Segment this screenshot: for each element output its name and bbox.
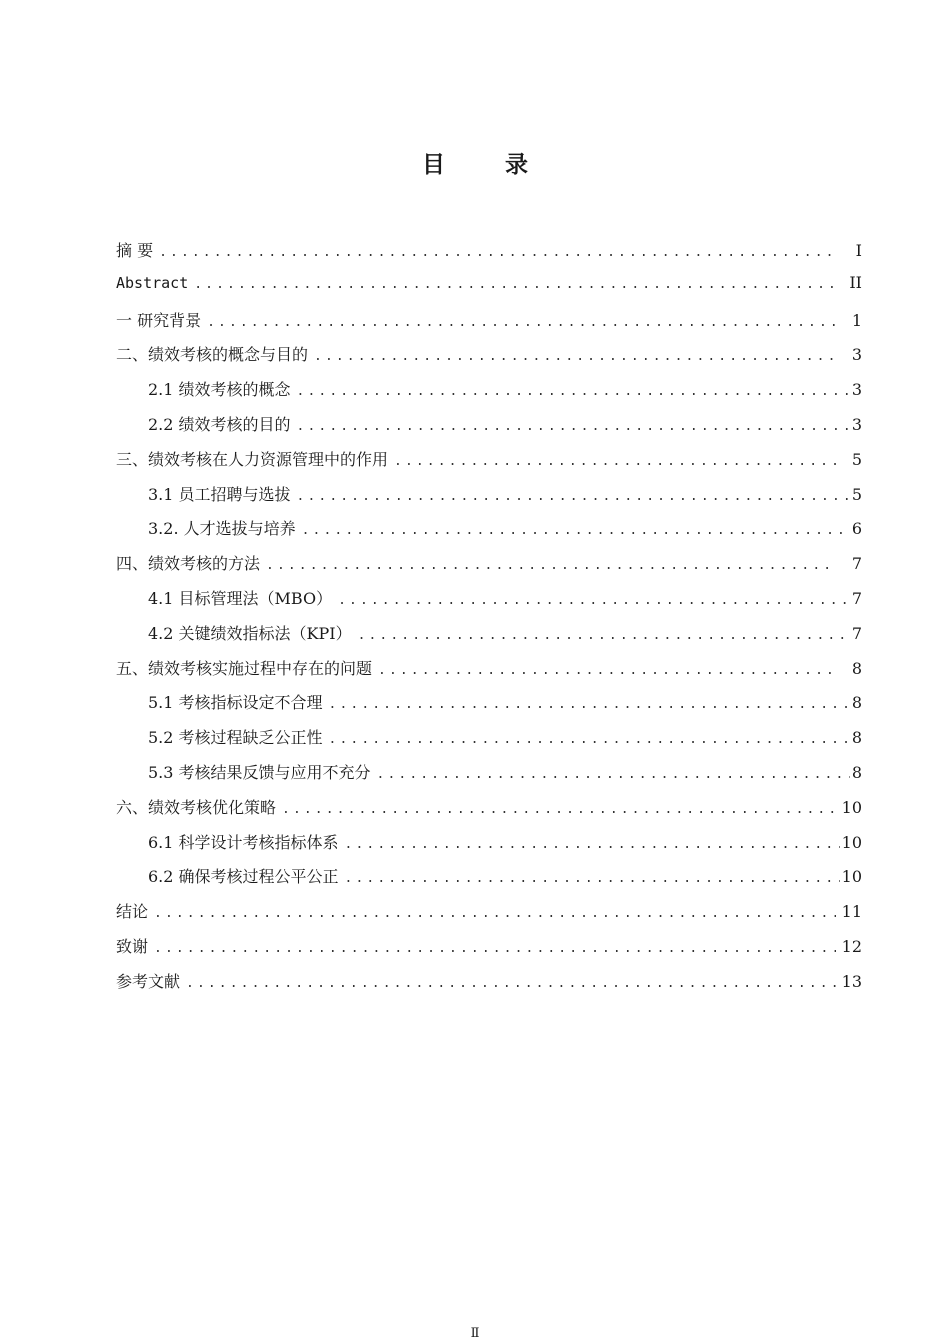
toc-entry-label: 三、绩效考核在人力资源管理中的作用 [116,449,389,469]
toc-entry[interactable] [116,795,862,830]
toc-entry-label: 五、绩效考核实施过程中存在的问题 [116,658,373,678]
dot-leader [338,593,850,608]
dot-leader [207,315,836,330]
toc-entry-page: 5 [851,449,862,469]
toc-subentry[interactable] [116,830,862,865]
toc-entry-page: 8 [851,762,862,782]
toc-entry[interactable] [116,273,862,308]
toc-entry-label: 4.1 目标管理法（MBO） [148,588,333,608]
toc-entry-page: 3 [851,345,862,365]
toc-entry-label: 5.3 考核结果反馈与应用不充分 [148,762,371,782]
table-of-contents [116,238,862,1004]
toc-subentry[interactable] [116,725,862,760]
toc-entry[interactable] [116,656,862,691]
toc-entry-page: 10 [841,832,862,852]
toc-entry[interactable] [116,934,862,969]
toc-entry-label: 参考文献 [116,971,181,991]
toc-entry-label: 二、绩效考核的概念与目的 [116,345,309,365]
dot-leader [154,941,836,956]
toc-entry-label: 3.2. 人才选拔与培养 [148,519,296,539]
toc-entry-label: 4.2 关键绩效指标法（KPI） [148,623,352,643]
toc-entry-page: 12 [841,936,862,956]
page-title: 目 录 [421,152,554,178]
toc-entry-page: 7 [851,623,862,643]
toc-entry-label: Abstract [116,273,189,292]
toc-entry-label: 2.2 绩效考核的目的 [148,414,291,434]
page-number: Ⅱ [470,1326,480,1341]
toc-entry-page: 8 [851,693,862,713]
dot-leader [314,349,836,364]
toc-entry-page: 11 [841,902,862,922]
toc-entry[interactable] [116,342,862,377]
toc-entry-label: 6.1 科学设计考核指标体系 [148,832,339,852]
toc-entry-page: I [855,241,862,260]
toc-subentry[interactable] [116,586,862,621]
toc-entry[interactable] [116,969,862,1004]
toc-entry-label: 5.2 考核过程缺乏公正性 [148,728,323,748]
toc-entry-page: 5 [851,484,862,504]
toc-subentry[interactable] [116,864,862,899]
toc-entry[interactable] [116,238,862,273]
dot-leader [394,454,836,469]
dot-leader [154,906,836,921]
dot-leader [345,837,840,852]
toc-entry-label: 摘 要 [116,241,154,260]
toc-entry-page: 6 [851,519,862,539]
toc-entry[interactable] [116,899,862,934]
toc-subentry[interactable] [116,412,862,447]
toc-entry-label: 结论 [116,902,149,922]
toc-entry-page: 1 [851,310,862,330]
toc-entry-page: 7 [851,588,862,608]
dot-leader [297,419,850,434]
toc-entry-page: 8 [851,658,862,678]
dot-leader [329,697,850,712]
toc-entry-page: 7 [851,554,862,574]
dot-leader [282,802,836,817]
dot-leader [329,732,850,747]
dot-leader [266,558,836,573]
dot-leader [194,277,836,292]
toc-subentry[interactable] [116,482,862,517]
dot-leader [297,489,850,504]
toc-entry-page: 3 [851,414,862,434]
toc-entry-page: 13 [841,971,862,991]
dot-leader [297,384,850,399]
toc-entry-label: 5.1 考核指标设定不合理 [148,693,323,713]
dot-leader [345,871,840,886]
toc-subentry[interactable] [116,690,862,725]
toc-subentry[interactable] [116,377,862,412]
toc-subentry[interactable] [116,621,862,656]
dot-leader [358,628,850,643]
toc-entry-label: 3.1 员工招聘与选拔 [148,484,291,504]
toc-subentry[interactable] [116,760,862,795]
toc-entry-label: 四、绩效考核的方法 [116,554,261,574]
toc-entry-label: 2.1 绩效考核的概念 [148,380,291,400]
toc-entry-page: II [849,272,862,292]
toc-entry-label: 致谢 [116,936,149,956]
dot-leader [159,245,836,260]
toc-entry[interactable] [116,551,862,586]
toc-entry-page: 10 [841,867,862,887]
toc-subentry[interactable] [116,516,862,551]
toc-entry-label: 一 研究背景 [116,310,202,330]
dot-leader [378,663,836,678]
toc-entry-page: 8 [851,728,862,748]
toc-entry-label: 六、绩效考核优化策略 [116,797,277,817]
dot-leader [186,976,836,991]
toc-entry-page: 3 [851,380,862,400]
toc-entry-label: 6.2 确保考核过程公平公正 [148,867,339,887]
dot-leader [302,523,850,538]
toc-entry-page: 10 [841,797,862,817]
toc-entry[interactable] [116,308,862,343]
toc-entry[interactable] [116,447,862,482]
dot-leader [377,767,850,782]
